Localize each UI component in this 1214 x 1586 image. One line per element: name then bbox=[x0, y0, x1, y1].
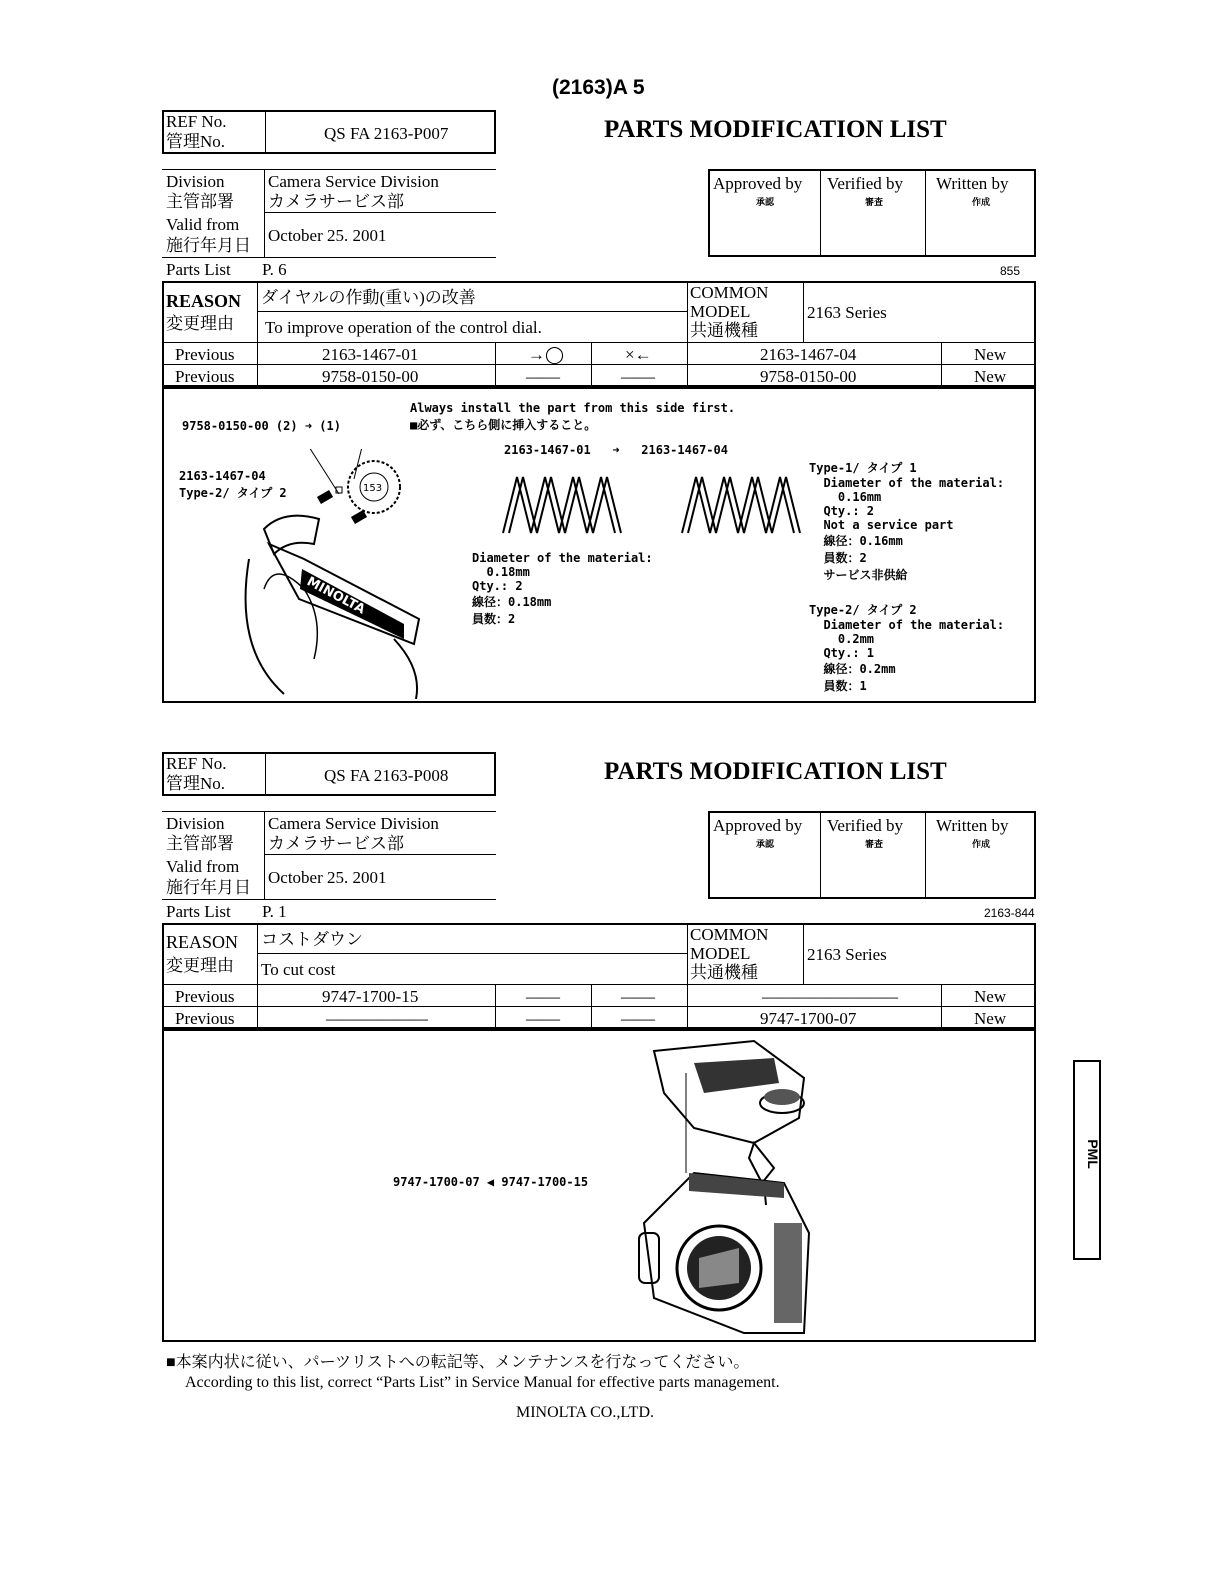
approval-box bbox=[708, 811, 1036, 899]
partslist-label: Parts List bbox=[166, 902, 231, 921]
spec-line: Diameter of the material: bbox=[472, 551, 653, 565]
spec-line: 線径：0.2mm bbox=[809, 662, 896, 676]
ref-value: QS FA 2163-P007 bbox=[324, 124, 449, 143]
spec-line: 0.2mm bbox=[809, 632, 875, 646]
reason-en: To improve operation of the control dial. bbox=[265, 318, 542, 337]
valid-label: Valid from bbox=[166, 857, 240, 876]
side-tab-label: PML bbox=[1084, 1139, 1101, 1169]
approved-label-jp: 承認 bbox=[756, 197, 775, 207]
written-label: Written by bbox=[936, 816, 1009, 835]
new-part-number: 9758-0150-00 bbox=[760, 367, 857, 386]
new-part-number: 9747-1700-07 bbox=[760, 1009, 857, 1028]
side-tab bbox=[1073, 1060, 1101, 1260]
common-value: 2163 Series bbox=[807, 303, 887, 322]
new-part-number: ———————— bbox=[762, 987, 898, 1006]
spec-line: Not a service part bbox=[809, 518, 954, 532]
approved-label: Approved by bbox=[713, 816, 803, 835]
valid-label-jp: 施行年月日 bbox=[166, 878, 251, 897]
spec-line: Qty.: 2 bbox=[809, 504, 875, 518]
page-header: (2163)A 5 bbox=[552, 76, 645, 99]
spec-line: Diameter of the material: bbox=[809, 476, 1005, 490]
old-part-number: 9747-1700-15 bbox=[322, 987, 419, 1006]
page-title: PARTS MODIFICATION LIST bbox=[604, 758, 947, 785]
reason-label-jp: 変更理由 bbox=[166, 314, 234, 333]
written-label: Written by bbox=[936, 174, 1009, 193]
spec-line: Qty.: 1 bbox=[809, 646, 875, 660]
status: New bbox=[974, 987, 1007, 1006]
old-part-number: 9758-0150-00 bbox=[322, 367, 419, 386]
spec-line: 員数：2 bbox=[809, 551, 867, 565]
valid-label: Valid from bbox=[166, 215, 240, 234]
partslist-label: Parts List bbox=[166, 260, 231, 279]
spec-line: Diameter of the material: bbox=[809, 618, 1005, 632]
ref-label: REF No. bbox=[166, 754, 227, 773]
interchange-code-2: —— bbox=[621, 987, 655, 1006]
spring-callout-2: Type-2/ タイプ 2 bbox=[179, 486, 287, 500]
old-spring-icon bbox=[497, 471, 627, 541]
division-value: Camera Service Division bbox=[268, 814, 439, 833]
ref-value: QS FA 2163-P008 bbox=[324, 766, 449, 785]
footer-note-jp: ■本案内状に従い、パーツリストへの転記等、メンテナンスを行なってください。 bbox=[166, 1354, 750, 1371]
reason-label: REASON bbox=[166, 932, 239, 952]
valid-label-jp: 施行年月日 bbox=[166, 236, 251, 255]
footer-note-en: According to this list, correct “Parts List” in Service Manual for effective parts management. bbox=[185, 1374, 780, 1391]
ref-label-jp: 管理No. bbox=[166, 132, 226, 151]
row-label: Previous bbox=[175, 367, 235, 386]
company-name: MINOLTA CO.,LTD. bbox=[516, 1404, 654, 1421]
ref-label: REF No. bbox=[166, 112, 227, 131]
interchange-code-1: →◯ bbox=[528, 345, 565, 364]
division-value: Camera Service Division bbox=[268, 172, 439, 191]
common-label-3: 共通機種 bbox=[690, 963, 758, 982]
valid-value: October 25. 2001 bbox=[268, 226, 387, 245]
common-label-2: MODEL bbox=[690, 944, 751, 963]
status: New bbox=[974, 1009, 1007, 1028]
division-label-jp: 主管部署 bbox=[166, 192, 234, 211]
verified-label: Verified by bbox=[827, 174, 904, 193]
verified-label: Verified by bbox=[827, 816, 904, 835]
old-spec bbox=[472, 551, 653, 627]
interchange-code-1: —— bbox=[526, 987, 560, 1006]
written-label-jp: 作成 bbox=[972, 197, 991, 207]
reason-label-jp: 変更理由 bbox=[166, 956, 234, 975]
reason-jp: コストダウン bbox=[261, 930, 363, 949]
written-label-jp: 作成 bbox=[972, 839, 991, 849]
spec-line: サービス非供給 bbox=[809, 568, 908, 582]
reason-table bbox=[162, 281, 1036, 387]
svg-text:MINOLTA: MINOLTA bbox=[304, 574, 368, 618]
common-label-1: COMMON bbox=[690, 925, 769, 944]
new-part-number: 2163-1467-04 bbox=[760, 345, 857, 364]
install-note-en: Always install the part from this side first. bbox=[410, 401, 736, 415]
dial-assembly-illustration bbox=[244, 449, 434, 699]
install-note-jp: ■必ず、こちら側に挿入すること。 bbox=[410, 418, 597, 432]
status: New bbox=[974, 367, 1007, 386]
new-spring-icon bbox=[676, 471, 806, 541]
interchange-code-1: —— bbox=[526, 1009, 560, 1028]
ref-box bbox=[162, 752, 496, 796]
diagram-box bbox=[162, 1029, 1036, 1342]
reason-jp: ダイヤルの作動(重い)の改善 bbox=[261, 288, 476, 307]
approval-box bbox=[708, 169, 1036, 257]
row-label: Previous bbox=[175, 987, 235, 1006]
row-label: Previous bbox=[175, 1009, 235, 1028]
spec-line: Qty.: 2 bbox=[472, 579, 523, 593]
screw-callout: 9758-0150-00 (2) ➜ (1) bbox=[182, 419, 341, 433]
interchange-code-2: —— bbox=[621, 1009, 655, 1028]
interchange-code-2: ×← bbox=[625, 345, 652, 364]
spec-line: 0.16mm bbox=[809, 490, 882, 504]
reason-table bbox=[162, 923, 1036, 1029]
row-label: Previous bbox=[175, 345, 235, 364]
division-label: Division bbox=[166, 172, 225, 191]
common-label-3: 共通機種 bbox=[690, 321, 758, 340]
dial-number: 153 bbox=[363, 483, 383, 494]
spec-line: Type-1/ タイプ 1 bbox=[809, 461, 917, 475]
interchange-code-2: —— bbox=[621, 367, 655, 386]
old-part-number: 2163-1467-01 bbox=[322, 345, 419, 364]
ref-label-jp: 管理No. bbox=[166, 774, 226, 793]
division-label-jp: 主管部署 bbox=[166, 834, 234, 853]
diagram-box bbox=[162, 387, 1036, 703]
spec-line: Type-2/ タイプ 2 bbox=[809, 603, 917, 617]
part-callout: 9747-1700-07 ◀ 9747-1700-15 bbox=[393, 1175, 589, 1189]
reason-label: REASON bbox=[166, 291, 242, 311]
spec-line: 員数：2 bbox=[472, 612, 516, 626]
spec-line: 0.18mm bbox=[472, 565, 530, 579]
verified-label-jp: 審査 bbox=[865, 197, 884, 207]
partslist-value: P. 1 bbox=[262, 902, 287, 921]
spec-line: 線径：0.16mm bbox=[809, 534, 903, 548]
page-title: PARTS MODIFICATION LIST bbox=[604, 116, 947, 143]
ref-box bbox=[162, 110, 496, 154]
type2-spec bbox=[809, 601, 1004, 694]
division-label: Division bbox=[166, 814, 225, 833]
approved-label-jp: 承認 bbox=[756, 839, 775, 849]
page-code: 855 bbox=[1000, 264, 1021, 278]
camera-body-illustration bbox=[634, 1033, 834, 1341]
old-part-number: —————— bbox=[326, 1009, 428, 1028]
spring-change: 2163-1467-01 ➜ 2163-1467-04 bbox=[504, 443, 728, 457]
interchange-code-1: —— bbox=[526, 367, 560, 386]
partslist-value: P. 6 bbox=[262, 260, 287, 279]
type1-spec bbox=[809, 459, 1004, 583]
approved-label: Approved by bbox=[713, 174, 803, 193]
spec-line: 線径：0.18mm bbox=[472, 595, 552, 609]
reason-en: To cut cost bbox=[261, 960, 336, 979]
division-value-jp: カメラサービス部 bbox=[268, 834, 404, 853]
verified-label-jp: 審査 bbox=[865, 839, 884, 849]
valid-value: October 25. 2001 bbox=[268, 868, 387, 887]
common-value: 2163 Series bbox=[807, 945, 887, 964]
common-label-1: COMMON bbox=[690, 283, 769, 302]
spec-line: 員数：1 bbox=[809, 679, 867, 693]
status: New bbox=[974, 345, 1007, 364]
page-code: 2163-844 bbox=[984, 906, 1035, 920]
division-value-jp: カメラサービス部 bbox=[268, 192, 404, 211]
common-label-2: MODEL bbox=[690, 302, 751, 321]
spring-callout-1: 2163-1467-04 bbox=[179, 469, 266, 483]
